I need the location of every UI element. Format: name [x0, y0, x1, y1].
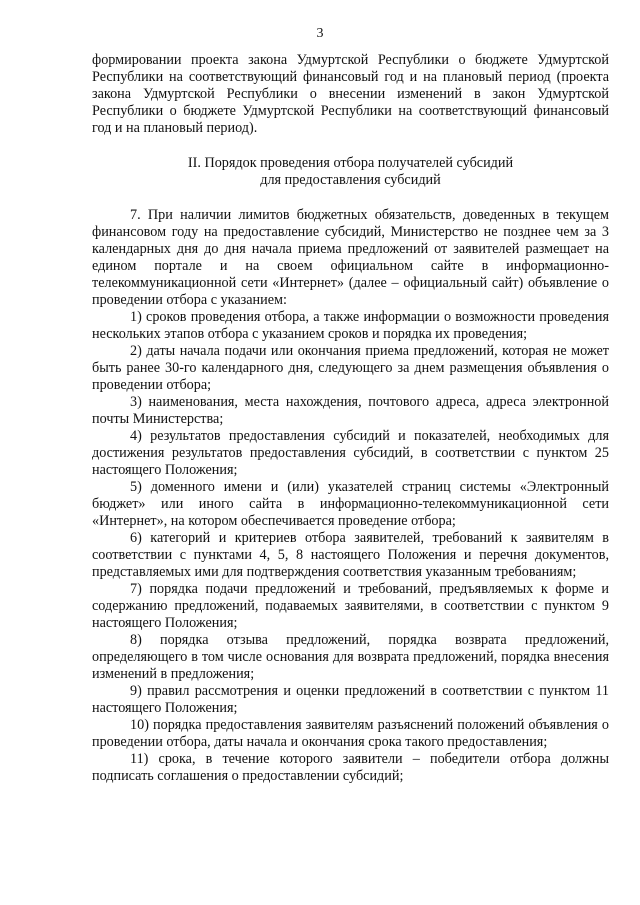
document-body — [92, 52, 609, 785]
page-number: 3 — [316, 26, 324, 41]
list-item-2: 2) даты начала подачи или окончания приема предложений, которая не может быть ранее 30-го календарного дня, следующего за днем размещения объявления о проведении отбора; — [92, 343, 609, 393]
list-item-9: 9) правил рассмотрения и оценки предложений в соответствии с пунктом 11 настоящего Положения; — [92, 683, 609, 716]
list-item-3: 3) наименования, места нахождения, почтового адреса, адреса электронной почты Министерства; — [92, 394, 609, 427]
intro-paragraph: формировании проекта закона Удмуртской Республики о бюджете Удмуртской Республики на соответствующий финансовый год и на плановый период (проекта закона Удмуртской Республики о внесении изменений в закон Удмуртской Республики о бюджете Удмуртской Республики на соответствующий финансовый год и на плановый период). — [92, 52, 609, 136]
list-item-7: 7) порядка подачи предложений и требований, предъявляемых к форме и содержанию предложений, подаваемых заявителями, в соответствии с пунктом 9 настоящего Положения; — [92, 581, 609, 631]
section-title-line-2: для предоставления субсидий — [260, 172, 441, 188]
list-item-6: 6) категорий и критериев отбора заявителей, требований к заявителям в соответствии с пунктами 4, 5, 8 настоящего Положения и перечня документов, представляемых ими для подтверждения соответствия указанным требованиям; — [92, 530, 609, 580]
section-title-line-1: II. Порядок проведения отбора получателей субсидий — [187, 155, 514, 171]
list-item-10: 10) порядка предоставления заявителям разъяснений положений объявления о проведении отбора, даты начала и окончания срока такого предоставления; — [92, 717, 609, 750]
list-item-1: 1) сроков проведения отбора, а также информации о возможности проведения нескольких этапов отбора с указанием сроков и порядка их проведения; — [92, 309, 609, 342]
section-heading — [92, 155, 609, 189]
list-item-11: 11) срока, в течение которого заявители – победители отбора должны подписать соглашения о предоставлении субсидий; — [92, 751, 609, 784]
list-item-5: 5) доменного имени и (или) указателей страниц системы «Электронный бюджет» или иного сайта в информационно-телекоммуникационной сети «Интернет», на котором обеспечивается проведение отбора; — [92, 479, 609, 529]
list-item-8: 8) порядка отзыва предложений, порядка возврата предложений, определяющего в том числе основания для возврата предложений, порядка внесения изменений в предложения; — [92, 632, 609, 682]
list-item-4: 4) результатов предоставления субсидий и показателей, необходимых для достижения результатов предоставления субсидий, в соответствии с пунктом 25 настоящего Положения; — [92, 428, 609, 478]
paragraph-7: 7. При наличии лимитов бюджетных обязательств, доведенных в текущем финансовом году на предоставление субсидий, Министерство не позднее чем за 3 календарных дня до дня начала приема предложений от заявителей размещает на едином портале и на своем официальном сайте в информационно-телекоммуникационной сети «Интернет» (далее – официальный сайт) объявление о проведении отбора с указанием: — [92, 207, 609, 308]
